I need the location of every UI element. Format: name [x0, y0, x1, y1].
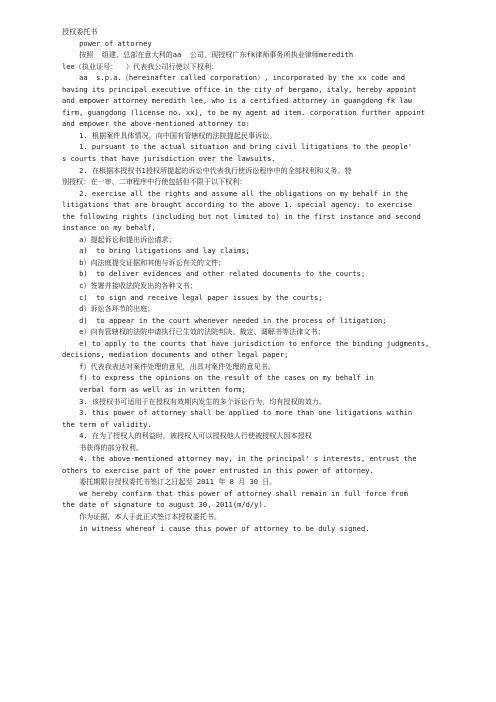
text-line: having its principal executive office in the city of bergamo, italy, hereby appoint: [62, 84, 417, 94]
list-item: a) to bring litigations and lay claims;: [62, 246, 250, 256]
text-line: aa s.p.a.（hereinafter called corporation）, incorporated by the xx code and: [62, 73, 406, 83]
text-line: and empower the above-mentioned attorney to:: [62, 119, 250, 129]
document-title-english: power of attorney: [62, 38, 152, 48]
text-line: litigations that are brought according to the above 1. special agency: to exercise: [62, 200, 413, 210]
text-line: 4. 在为了授权人的利益时，被授权人可以授权他人行使被授权人因本授权: [62, 431, 312, 441]
text-line: 4. the above-mentioned attorney may, in the principal' s interests, entrust the: [62, 454, 417, 464]
text-line: 3. this power of attorney shall be applied to more than one litigations within: [62, 408, 413, 418]
list-item: e）向有管辖权的法院申请执行已生效的法院判决、裁定、调解书等法律文书；: [62, 327, 325, 337]
list-item: decisions, mediation documents and other legal paper;: [62, 350, 289, 360]
text-line: instance on my behalf,: [62, 223, 156, 233]
text-line: the term of validity.: [62, 419, 152, 429]
text-line: others to exercise part of the power entrusted in this power of attorney.: [62, 465, 374, 475]
text-line: 按照 组建、总部在意大利的aa 公司，现授权广东fk律师事务所执业律师meredith: [62, 50, 354, 60]
list-item: f）代表我表达对案件处理的意见，出具对案件处理的意见书。: [62, 361, 275, 371]
text-line: 2. exercise all the rights and assume all the obligations on my behalf in the: [62, 188, 408, 198]
text-line: firm, guangdong (license no. xx), to be my agent ad item. corporation further appoint: [62, 107, 426, 117]
text-line: and empower attorney meredith lee, who is a certified attorney in guangdong fk law: [62, 96, 413, 106]
witness-line: 作为证据，本人于此正式签订本授权委托书。: [62, 511, 221, 521]
list-item: a）提起诉讼和提出诉讼请求；: [62, 234, 176, 244]
list-item: c）签署并接收法院发出的各种文书；: [62, 281, 197, 291]
text-line: 3. 该授权书可适用于在授权有效期内发生的多个诉讼行为，均有授权的效力。: [62, 396, 326, 406]
term-line: the date of signature to august 30, 2011(m/d/y).: [62, 500, 267, 510]
text-line: 书获得的部分权利。: [62, 442, 143, 452]
text-line: 1. pursuant to the actual situation and bring civil litigations to the people': [62, 142, 413, 152]
document-title: 授权委托书: [62, 27, 98, 36]
list-item: d) to appear in the court whenever needed in the process of litigation;: [62, 315, 387, 325]
text-line: 2. 在根据本授权书1授权所提起的诉讼中代表我行使诉讼程序中的全部权利和义务。特: [62, 165, 352, 175]
list-item: e) to apply to the courts that have jurisdiction to enforce the binding judgments,: [62, 338, 430, 348]
text-line: 1. 根据案件具体情况，向中国有管辖权的法院提起民事诉讼。: [62, 130, 277, 140]
text-line: lee（执业证号： ）代表我公司行使以下权利：: [62, 61, 219, 71]
text-line: the following rights (including but not limited to) in the first instance and second: [62, 211, 421, 221]
list-item: b）向法庭提交证据和其他与诉讼有关的文件；: [62, 257, 226, 267]
list-item: b) to deliver evidences and other related documents to the courts;: [62, 269, 366, 279]
text-line: s courts that have jurisdiction over the lawsuits.: [62, 154, 276, 164]
list-item: d）诉讼各环节的出庭；: [62, 304, 155, 314]
term-line: we hereby confirm that this power of attorney shall remain in full force from: [62, 488, 408, 498]
witness-line: in witness whereof i cause this power of attorney to be duly signed.: [62, 523, 370, 533]
list-item: c) to sign and receive legal paper issues by the courts;: [62, 292, 323, 302]
term-line: 委托期限自授权委托书签订之日起至 2011 年 8 月 30 日。: [62, 477, 277, 487]
list-item: verbal form as well as in written form;: [62, 384, 246, 394]
list-item: f) to express the opinions on the result of the cases on my behalf in: [62, 373, 374, 383]
text-line: 别授权：在一审、二审程序中行使包括但不限于以下权利：: [62, 177, 247, 187]
document-body: [62, 26, 442, 534]
